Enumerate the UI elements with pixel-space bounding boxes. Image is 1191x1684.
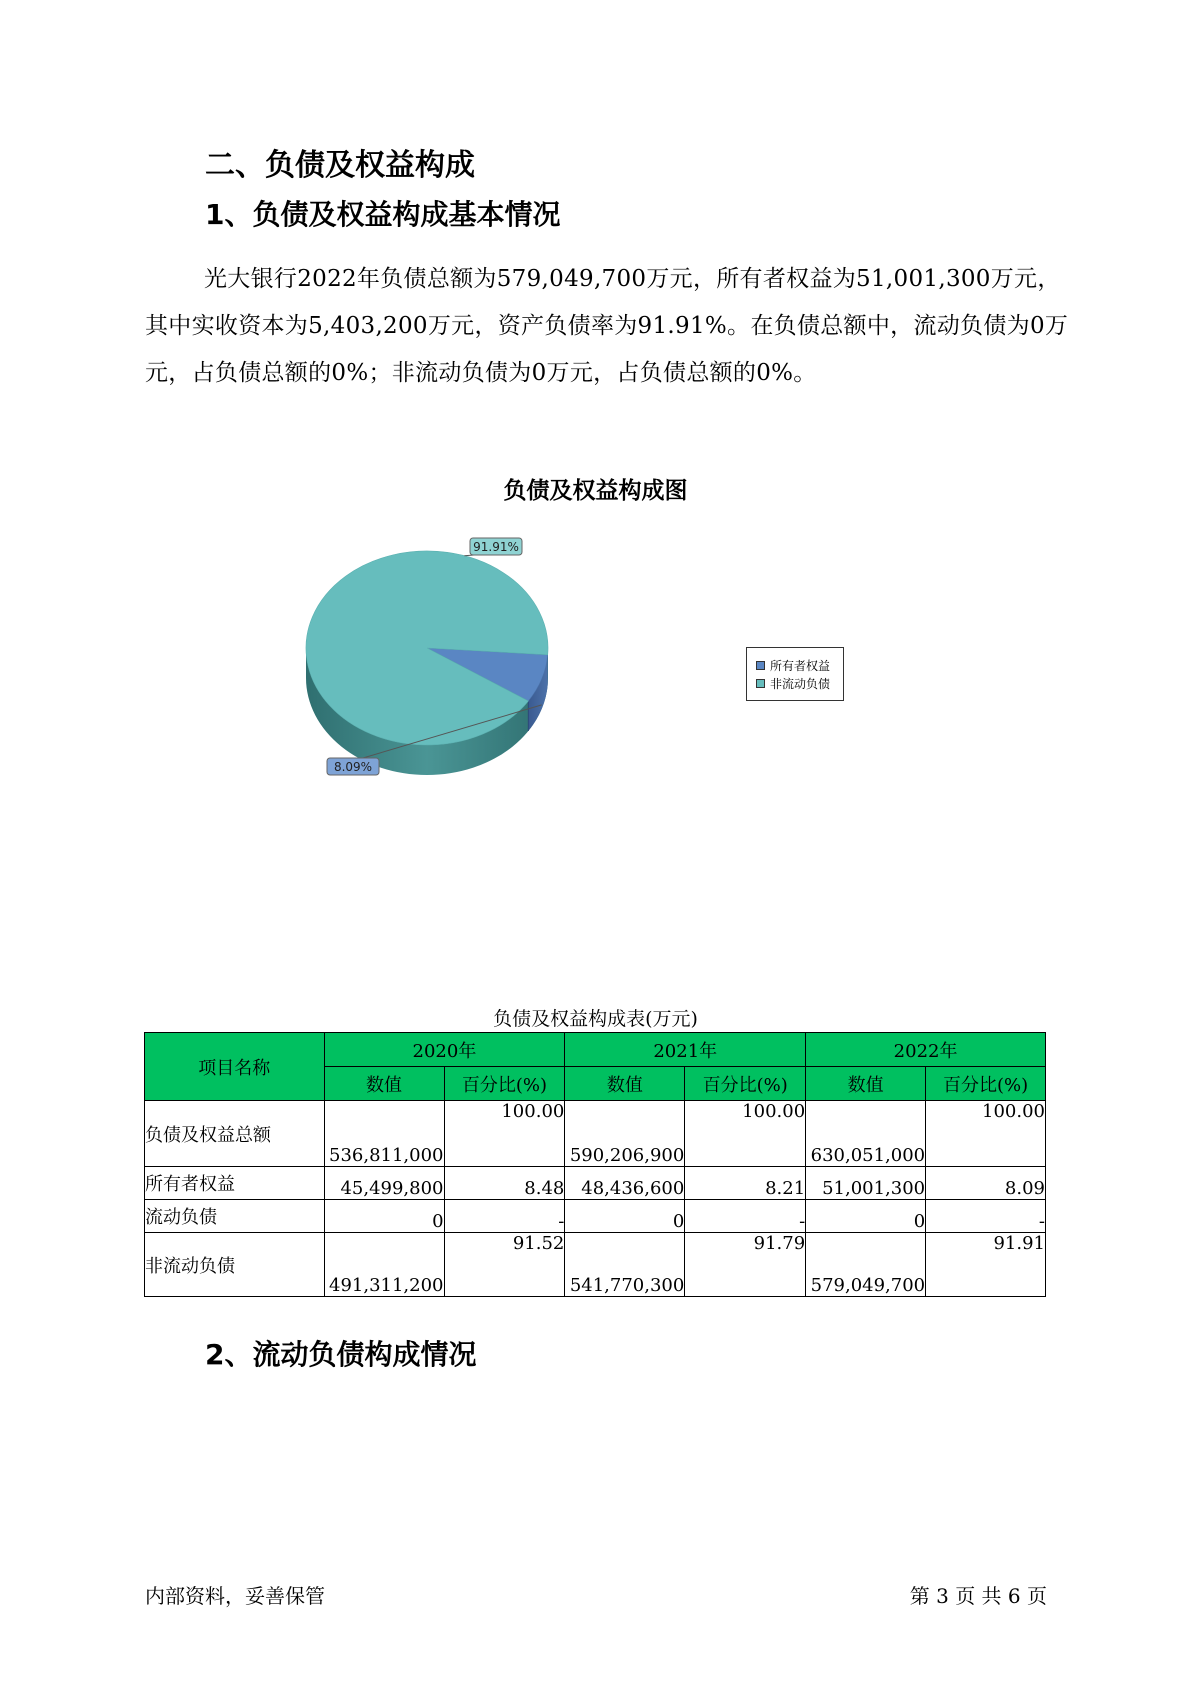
summary-paragraph: 光大银行2022年负债总额为579,049,700万元，所有者权益为51,001,300万元，其中实收资本为5,403,200万元，资产负债率为91.91%。在负债总额中，流动负债为0万元，占负债总额的0%；非流动负债为0万元，占负债总额的0%。 [145, 266, 1069, 386]
footer-confidential: 内部资料，妥善保管 [145, 1584, 325, 1608]
header-percent: 百分比(%) [926, 1067, 1046, 1101]
header-value: 数值 [806, 1067, 926, 1101]
legend-item [756, 674, 843, 692]
cell-value: 51,001,300 [806, 1167, 926, 1200]
cell-percent: 91.79 [685, 1233, 806, 1297]
row-label: 流动负债 [145, 1200, 325, 1233]
header-value: 数值 [324, 1067, 444, 1101]
legend-item [756, 656, 843, 674]
cell-percent: 91.52 [444, 1233, 565, 1297]
cell-percent: 100.00 [685, 1101, 806, 1167]
header-year: 2021年 [565, 1033, 806, 1067]
cell-percent: - [685, 1200, 806, 1233]
legend-label: 非流动负债 [770, 676, 831, 691]
section-heading: 二、负债及权益构成 [205, 148, 475, 183]
chart-title: 负债及权益构成图 [503, 478, 688, 504]
cell-value: 0 [565, 1200, 685, 1233]
table-row [145, 1200, 1046, 1233]
header-percent: 百分比(%) [685, 1067, 806, 1101]
liabilities-table [144, 1032, 1046, 1297]
row-label: 所有者权益 [145, 1167, 325, 1200]
row-label: 非流动负债 [145, 1233, 325, 1297]
table-row [145, 1101, 1046, 1167]
cell-percent: 91.91 [926, 1233, 1046, 1297]
cell-value: 491,311,200 [324, 1233, 444, 1297]
cell-percent: 8.21 [685, 1167, 806, 1200]
header-value: 数值 [565, 1067, 685, 1101]
cell-percent: 8.09 [926, 1167, 1046, 1200]
subsection-heading: 1、负债及权益构成基本情况 [205, 198, 561, 231]
cell-value: 630,051,000 [806, 1101, 926, 1167]
data-label: 8.09% [333, 760, 373, 774]
cell-value: 541,770,300 [565, 1233, 685, 1297]
cell-value: 0 [324, 1200, 444, 1233]
header-percent: 百分比(%) [444, 1067, 565, 1101]
chart-legend [746, 647, 844, 701]
pie-slice-non-current-liabilities [306, 551, 548, 745]
data-label: 91.91% [473, 540, 519, 554]
cell-percent: 100.00 [926, 1101, 1046, 1167]
row-label: 负债及权益总额 [145, 1101, 325, 1167]
cell-percent: 8.48 [444, 1167, 565, 1200]
cell-percent: 100.00 [444, 1101, 565, 1167]
cell-value: 579,049,700 [806, 1233, 926, 1297]
cell-value: 45,499,800 [324, 1167, 444, 1200]
table-row [145, 1167, 1046, 1200]
header-item-name: 项目名称 [145, 1033, 325, 1101]
table-row [145, 1233, 1046, 1297]
cell-value: 0 [806, 1200, 926, 1233]
legend-swatch [756, 661, 765, 670]
legend-swatch [756, 679, 765, 688]
cell-value: 590,206,900 [565, 1101, 685, 1167]
cell-percent: - [444, 1200, 565, 1233]
footer-page-number: 第 3 页 共 6 页 [909, 1584, 1047, 1608]
table-caption: 负债及权益构成表(万元) [493, 1008, 698, 1030]
cell-percent: - [926, 1200, 1046, 1233]
header-year: 2020年 [324, 1033, 565, 1067]
subsection-heading: 2、流动负债构成情况 [205, 1338, 477, 1371]
header-year: 2022年 [806, 1033, 1046, 1067]
legend-label: 所有者权益 [770, 658, 831, 673]
cell-value: 536,811,000 [324, 1101, 444, 1167]
pie-chart [0, 0, 1191, 800]
cell-value: 48,436,600 [565, 1167, 685, 1200]
